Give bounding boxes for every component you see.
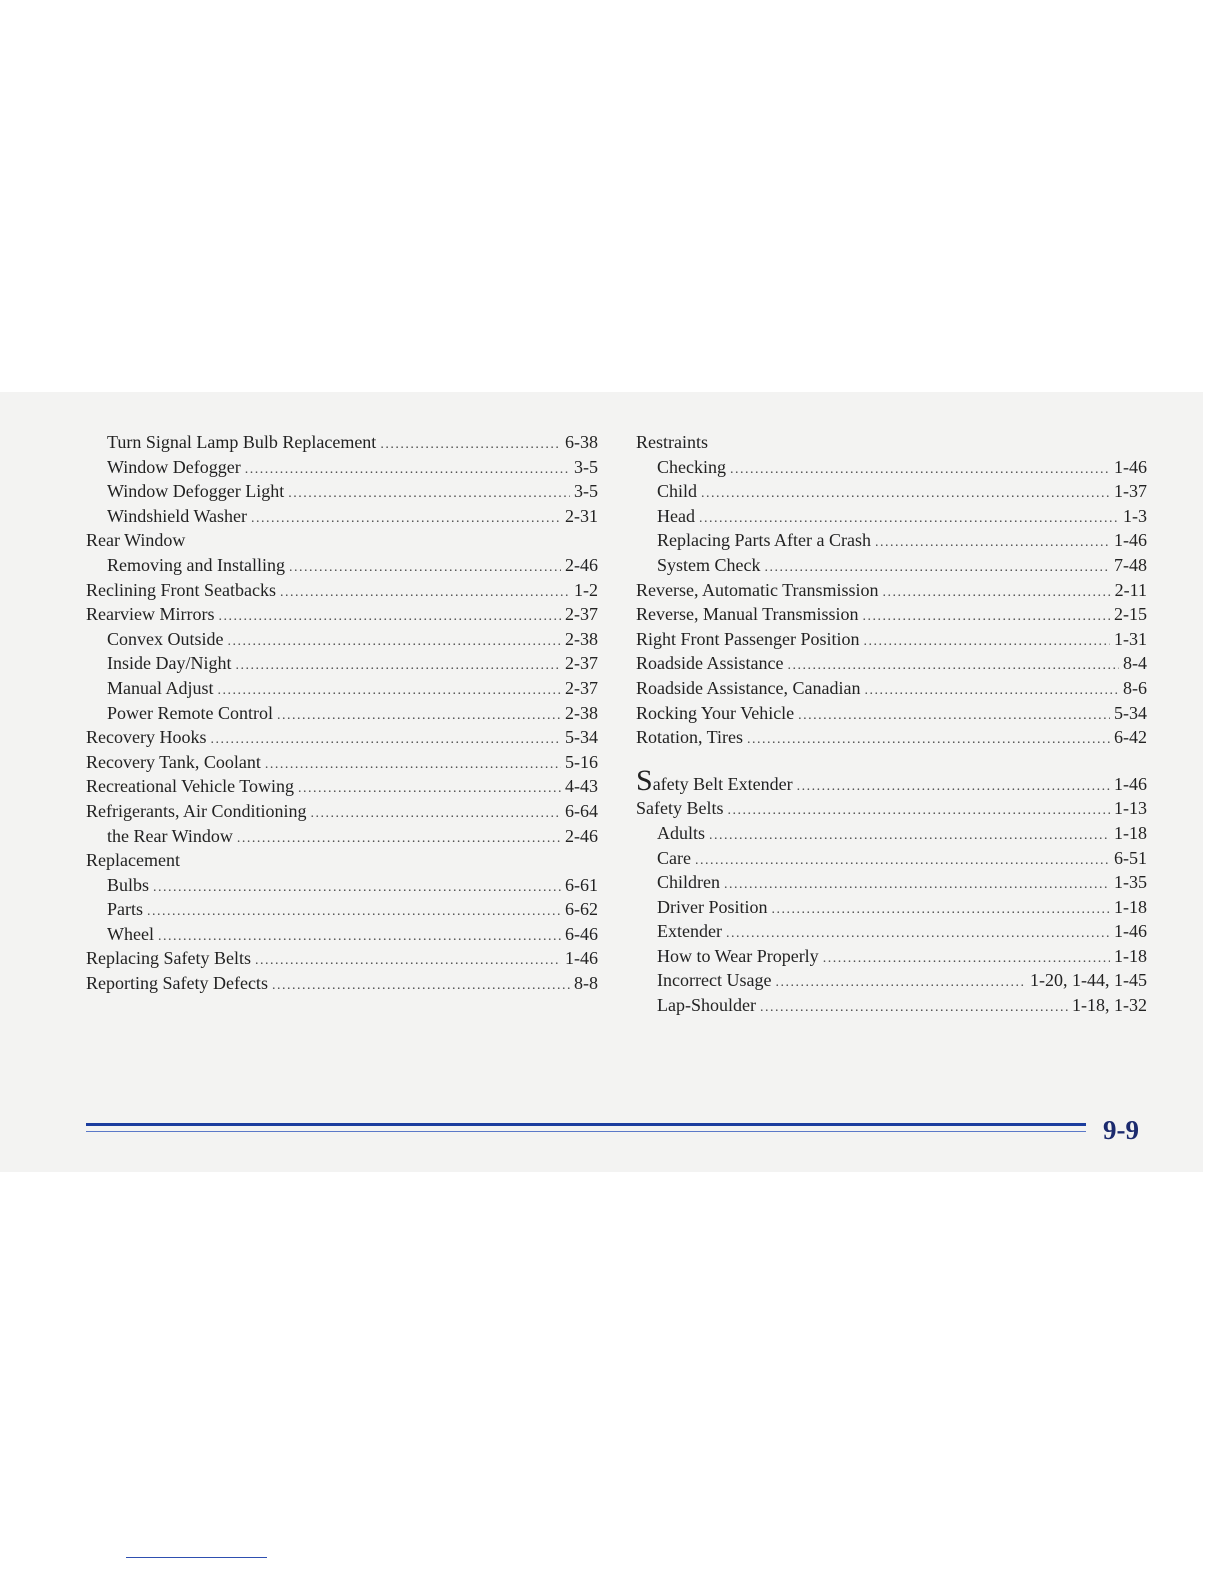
entry-page: 1-31 bbox=[1114, 628, 1147, 649]
entry-page: 2-37 bbox=[565, 653, 598, 674]
entry-page: 1-46 bbox=[565, 948, 598, 969]
entry-page: 5-34 bbox=[1114, 702, 1147, 723]
entry-title: Adults bbox=[657, 822, 706, 843]
entry-title: Turn Signal Lamp Bulb Replacement bbox=[107, 432, 377, 452]
index-entry-manual-adjust bbox=[86, 676, 598, 701]
entry-title: Lap-Shoulder bbox=[657, 995, 756, 1016]
dot-leader bbox=[864, 679, 1119, 704]
index-entry-convex-outside bbox=[86, 627, 598, 652]
entry-page: 4-43 bbox=[565, 776, 598, 797]
entry-title: Manual Adjust bbox=[107, 677, 214, 698]
index-entry-replacement bbox=[86, 848, 598, 873]
entry-page: 1-18 bbox=[1114, 945, 1147, 966]
index-entry-safety-belt-extender bbox=[636, 763, 1147, 797]
dot-leader bbox=[863, 605, 1111, 630]
bottom-rule bbox=[126, 1557, 267, 1558]
dot-leader bbox=[235, 654, 561, 679]
dot-leader bbox=[875, 531, 1110, 556]
entry-page: 6-64 bbox=[565, 800, 598, 821]
entry-title: Roadside Assistance bbox=[636, 653, 784, 674]
entry-page: 8-4 bbox=[1123, 653, 1147, 674]
entry-page: 1-13 bbox=[1114, 798, 1147, 819]
dot-leader bbox=[265, 753, 561, 778]
index-entry-window-defogger-light bbox=[86, 479, 598, 504]
entry-title: Windshield Washer bbox=[107, 505, 247, 526]
index-entry-rearview-mirrors bbox=[86, 602, 598, 627]
index-entry-recovery-tank-coolant bbox=[86, 750, 598, 775]
index-entry-rocking-your-vehicle bbox=[636, 701, 1147, 726]
dot-leader bbox=[797, 775, 1110, 800]
index-entry-windshield-washer bbox=[86, 504, 598, 529]
index-entry-incorrect-usage bbox=[636, 968, 1147, 993]
entry-page: 1-18 bbox=[1114, 822, 1147, 843]
dot-leader bbox=[251, 507, 561, 532]
entry-title: Safety Belts bbox=[636, 798, 724, 819]
index-entry-child bbox=[636, 479, 1147, 504]
entry-title: Recreational Vehicle Towing bbox=[86, 776, 295, 797]
entry-title: Driver Position bbox=[657, 896, 768, 917]
index-entry-recreational-vehicle-towing bbox=[86, 774, 598, 799]
dot-leader bbox=[228, 630, 562, 655]
index-entry-reclining-front-seatbacks bbox=[86, 578, 598, 603]
index-entry-reverse-manual-transmission bbox=[636, 602, 1147, 627]
index-entry-rotation-tires bbox=[636, 725, 1147, 750]
entry-title: Reverse, Automatic Transmission bbox=[636, 579, 879, 600]
dot-leader bbox=[864, 630, 1110, 655]
dot-leader bbox=[310, 802, 561, 827]
entry-title: Replacing Safety Belts bbox=[86, 948, 251, 969]
entry-title: Inside Day/Night bbox=[107, 653, 232, 674]
dot-leader bbox=[280, 581, 570, 606]
entry-title: Safety Belt Extender bbox=[636, 763, 793, 797]
entry-title: Head bbox=[657, 505, 695, 526]
entry-title: Bulbs bbox=[107, 874, 150, 895]
index-group-r-continued bbox=[636, 430, 1147, 750]
index-entry-restraints bbox=[636, 430, 1147, 455]
dot-leader bbox=[272, 974, 570, 999]
entry-title: Wheel bbox=[107, 923, 154, 944]
entry-title: Rotation, Tires bbox=[636, 727, 744, 748]
entry-page: 6-62 bbox=[565, 899, 598, 920]
entry-title: Recovery Tank, Coolant bbox=[86, 751, 261, 772]
entry-page: 6-42 bbox=[1114, 727, 1147, 748]
index-entry-care bbox=[636, 846, 1147, 871]
dot-leader bbox=[701, 482, 1110, 507]
dot-leader bbox=[237, 827, 561, 852]
dot-leader bbox=[709, 824, 1110, 849]
entry-page: 1-46 bbox=[1114, 921, 1147, 942]
footer-rule-thin bbox=[86, 1131, 1086, 1132]
entry-page: 5-16 bbox=[565, 751, 598, 772]
entry-title: Replacement bbox=[86, 850, 180, 871]
entry-title: Replacing Parts After a Crash bbox=[657, 530, 871, 551]
entry-page: 2-15 bbox=[1114, 604, 1147, 625]
entry-page: 6-61 bbox=[565, 874, 598, 895]
entry-title: Roadside Assistance, Canadian bbox=[636, 677, 861, 698]
entry-page: 6-38 bbox=[565, 432, 598, 452]
entry-title: Restraints bbox=[636, 432, 708, 452]
index-entry-refrigerants-air-conditioning bbox=[86, 799, 598, 824]
index-column-left bbox=[86, 430, 598, 996]
entry-page: 2-46 bbox=[565, 554, 598, 575]
entry-title: Reclining Front Seatbacks bbox=[86, 579, 276, 600]
index-entry-lap-shoulder bbox=[636, 993, 1147, 1018]
index-entry-power-remote-control bbox=[86, 701, 598, 726]
entry-title: Convex Outside bbox=[107, 628, 224, 649]
footer-rule-thick bbox=[86, 1123, 1086, 1126]
index-entry-turn-signal-lamp-bulb-replacement bbox=[86, 430, 598, 455]
entry-title: How to Wear Properly bbox=[657, 945, 819, 966]
dot-leader bbox=[695, 849, 1110, 874]
entry-page: 8-8 bbox=[574, 973, 598, 994]
entry-page: 2-31 bbox=[565, 505, 598, 526]
index-entry-window-defogger bbox=[86, 455, 598, 480]
entry-page: 2-11 bbox=[1114, 579, 1147, 600]
index-entry-head bbox=[636, 504, 1147, 529]
entry-page: 2-38 bbox=[565, 702, 598, 723]
dot-leader bbox=[775, 971, 1026, 996]
entry-title: Reverse, Manual Transmission bbox=[636, 604, 859, 625]
index-entry-driver-position bbox=[636, 895, 1147, 920]
index-entry-rear-window bbox=[86, 528, 598, 553]
section-gap bbox=[636, 750, 1147, 772]
entry-page: 2-46 bbox=[565, 825, 598, 846]
index-group-s bbox=[636, 796, 1147, 1017]
dot-leader bbox=[730, 458, 1110, 483]
entry-title: Extender bbox=[657, 921, 722, 942]
entry-page: 2-37 bbox=[565, 677, 598, 698]
index-entry-removing-and-installing bbox=[86, 553, 598, 578]
entry-title: Rocking Your Vehicle bbox=[636, 702, 795, 723]
index-entry-parts bbox=[86, 897, 598, 922]
dot-leader bbox=[218, 605, 561, 630]
section-letter-s: S bbox=[636, 763, 653, 797]
entry-page: 1-2 bbox=[574, 579, 598, 600]
index-entry-reporting-safety-defects bbox=[86, 971, 598, 996]
entry-page: 1-37 bbox=[1114, 481, 1147, 502]
index-entry-replacing-safety-belts bbox=[86, 946, 598, 971]
index-entry-inside-day-night bbox=[86, 651, 598, 676]
entry-title: Reporting Safety Defects bbox=[86, 973, 268, 994]
entry-page: 1-35 bbox=[1114, 872, 1147, 893]
dot-leader bbox=[772, 898, 1111, 923]
entry-title: Window Defogger Light bbox=[107, 481, 285, 502]
dot-leader bbox=[728, 799, 1111, 824]
entry-page: 2-38 bbox=[565, 628, 598, 649]
entry-title: Checking bbox=[657, 456, 726, 477]
entry-title: Window Defogger bbox=[107, 456, 241, 477]
entry-page: 6-51 bbox=[1114, 847, 1147, 868]
entry-title: Refrigerants, Air Conditioning bbox=[86, 800, 307, 821]
entry-page: 1-46 bbox=[1114, 530, 1147, 551]
entry-page: 1-46 bbox=[1114, 773, 1147, 794]
index-entry-roadside-assistance bbox=[636, 651, 1147, 676]
dot-leader bbox=[760, 996, 1068, 1021]
entry-title: Care bbox=[657, 847, 691, 868]
entry-title: Incorrect Usage bbox=[657, 970, 772, 991]
entry-title: Parts bbox=[107, 899, 143, 920]
entry-title: Child bbox=[657, 481, 698, 502]
entry-title: Removing and Installing bbox=[107, 554, 285, 575]
index-entry-right-front-passenger-position bbox=[636, 627, 1147, 652]
index-entry-replacing-parts-after-a-crash bbox=[636, 528, 1147, 553]
dot-leader bbox=[724, 873, 1110, 898]
entry-title: Right Front Passenger Position bbox=[636, 628, 860, 649]
dot-leader bbox=[883, 581, 1111, 606]
entry-title: Recovery Hooks bbox=[86, 727, 207, 748]
entry-page: 1-20, 1-44, 1-45 bbox=[1030, 970, 1147, 991]
entry-page: 1-18, 1-32 bbox=[1072, 995, 1147, 1016]
index-entry-bulbs bbox=[86, 873, 598, 898]
dot-leader bbox=[255, 949, 561, 974]
index-entry-extender bbox=[636, 919, 1147, 944]
index-entry-roadside-assistance-canadian bbox=[636, 676, 1147, 701]
dot-leader bbox=[798, 704, 1110, 729]
index-column-right bbox=[636, 430, 1147, 1018]
entry-title: Children bbox=[657, 872, 720, 893]
entry-page: 6-46 bbox=[565, 923, 598, 944]
entry-title: System Check bbox=[657, 554, 761, 575]
index-entry-wheel bbox=[86, 922, 598, 947]
dot-leader bbox=[747, 728, 1110, 753]
dot-leader bbox=[147, 900, 561, 925]
dot-leader bbox=[153, 876, 561, 901]
entry-title: Rearview Mirrors bbox=[86, 604, 215, 625]
entry-page: 1-3 bbox=[1123, 505, 1147, 526]
index-entry-system-check bbox=[636, 553, 1147, 578]
page-number: 9-9 bbox=[1103, 1115, 1139, 1145]
index-entry-the-rear-window bbox=[86, 824, 598, 849]
entry-page: 5-34 bbox=[565, 727, 598, 748]
entry-page: 7-48 bbox=[1114, 554, 1147, 575]
index-entry-how-to-wear-properly bbox=[636, 944, 1147, 969]
dot-leader bbox=[298, 777, 561, 802]
entry-page: 8-6 bbox=[1123, 677, 1147, 698]
index-entry-safety-belts bbox=[636, 796, 1147, 821]
entry-page: 1-18 bbox=[1114, 896, 1147, 917]
dot-leader bbox=[380, 433, 561, 458]
dot-leader bbox=[245, 458, 570, 483]
entry-page: 3-5 bbox=[574, 456, 598, 477]
dot-leader bbox=[289, 556, 561, 581]
index-entry-checking bbox=[636, 455, 1147, 480]
index-entry-reverse-automatic-transmission bbox=[636, 578, 1147, 603]
index-entry-children bbox=[636, 870, 1147, 895]
entry-title: the Rear Window bbox=[107, 825, 233, 846]
dot-leader bbox=[210, 728, 561, 753]
entry-page: 2-37 bbox=[565, 604, 598, 625]
entry-title: Power Remote Control bbox=[107, 702, 273, 723]
index-entry-recovery-hooks bbox=[86, 725, 598, 750]
index-entry-adults bbox=[636, 821, 1147, 846]
entry-page: 1-46 bbox=[1114, 456, 1147, 477]
entry-page: 3-5 bbox=[574, 481, 598, 502]
dot-leader bbox=[277, 704, 561, 729]
dot-leader bbox=[288, 482, 570, 507]
entry-title: Rear Window bbox=[86, 530, 186, 551]
